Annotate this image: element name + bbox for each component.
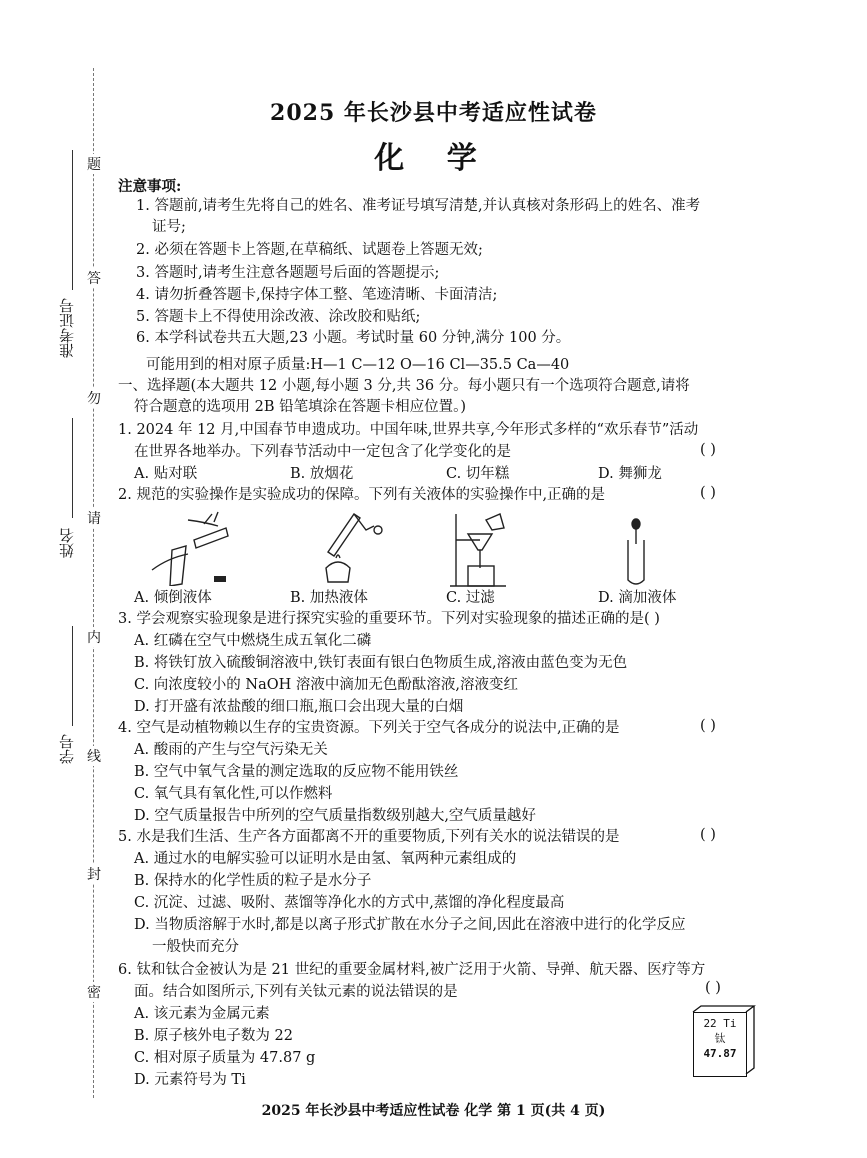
answer-paren: ( ) xyxy=(705,980,721,996)
binding-char: 线 xyxy=(86,746,102,766)
pouring-liquid-illustration xyxy=(148,510,240,586)
notice-item: 3. 答题时,请考生注意各题题号后面的答题提示; xyxy=(136,265,440,281)
q6-stem-cont: 面。结合如图所示,下列有关钛元素的说法错误的是 xyxy=(134,984,458,1000)
subject-title: 化 学 xyxy=(374,141,493,176)
stopper-icon xyxy=(214,576,226,582)
element-name: 钛 xyxy=(714,1032,726,1045)
notice-item: 6. 本学科试卷共五大题,23 小题。考试时量 60 分钟,满分 100 分。 xyxy=(136,330,571,346)
exam-title: 2025 年长沙县中考适应性试卷 xyxy=(270,100,597,126)
filtration-illustration xyxy=(446,510,516,588)
q3-option-b: B. 将铁钉放入硫酸铜溶液中,铁钉表面有银白色物质生成,溶液由蓝色变为无色 xyxy=(134,655,628,671)
q4-option-d: D. 空气质量报告中所列的空气质量指数级别越大,空气质量越好 xyxy=(134,808,536,824)
q5-option-a: A. 通过水的电解实验可以证明水是由氢、氧两种元素组成的 xyxy=(134,851,517,867)
notice-item: 证号; xyxy=(152,219,186,235)
element-card-titanium xyxy=(693,1012,747,1077)
notice-heading: 注意事项: xyxy=(118,178,182,195)
element-number-symbol: 22 Ti xyxy=(703,1017,737,1030)
answer-paren: ( ) xyxy=(700,442,716,458)
q1-option-b: B. 放烟花 xyxy=(290,466,354,482)
q2-option-d: D. 滴加液体 xyxy=(598,590,677,606)
q6-option-c: C. 相对原子质量为 47.87 g xyxy=(134,1050,316,1066)
q2-option-c: C. 过滤 xyxy=(446,590,495,606)
q3-option-a: A. 红磷在空气中燃烧生成五氧化二磷 xyxy=(134,633,372,649)
q2-option-a: A. 倾倒液体 xyxy=(134,590,212,606)
page-footer: 2025 年长沙县中考适应性试卷 化学 第 1 页(共 4 页) xyxy=(261,1103,606,1119)
q3-stem: 3. 学会观察实验现象是进行探究实验的重要环节。下列对实验现象的描述正确的是( ) xyxy=(118,611,660,627)
q1-option-c: C. 切年糕 xyxy=(446,466,510,482)
heating-liquid-illustration xyxy=(314,508,398,588)
binding-char: 请 xyxy=(86,508,102,528)
q4-option-b: B. 空气中氧气含量的测定选取的反应物不能用铁丝 xyxy=(134,764,459,780)
name-blank[interactable] xyxy=(72,418,73,518)
binding-dashed-line xyxy=(93,68,94,1098)
notice-item: 1. 答题前,请考生先将自己的姓名、准考证号填写清楚,并认真核对条形码上的姓名、准考 xyxy=(136,198,701,214)
notice-item: 2. 必须在答题卡上答题,在草稿纸、试题卷上答题无效; xyxy=(136,242,483,258)
answer-paren: ( ) xyxy=(700,485,716,501)
answer-paren: ( ) xyxy=(700,718,716,734)
q6-option-d: D. 元素符号为 Ti xyxy=(134,1072,246,1088)
q3-option-d: D. 打开盛有浓盐酸的细口瓶,瓶口会出现大量的白烟 xyxy=(134,699,464,715)
section-heading-cont: 符合题意的选项用 2B 铅笔填涂在答题卡相应位置。) xyxy=(134,399,467,415)
q6-stem: 6. 钛和钛合金被认为是 21 世纪的重要金属材料,被广泛用于火箭、导弹、航天器、医疗等方 xyxy=(118,962,706,978)
q3-option-c: C. 向浓度较小的 NaOH 溶液中滴加无色酚酞溶液,溶液变红 xyxy=(134,677,518,693)
q1-option-d: D. 舞狮龙 xyxy=(598,466,662,482)
q5-option-d: D. 当物质溶解于水时,都是以离子形式扩散在水分子之间,因此在溶液中进行的化学反应 xyxy=(134,917,686,933)
q6-option-a: A. 该元素为金属元素 xyxy=(134,1006,270,1022)
q1-stem: 1. 2024 年 12 月,中国春节申遗成功。中国年味,世界共享,今年形式多样的“欢乐春节”活动 xyxy=(118,422,699,438)
q5-option-b: B. 保持水的化学性质的粒子是水分子 xyxy=(134,873,372,889)
atomic-mass-line: 可能用到的相对原子质量:H—1 C—12 O—16 Cl—35.5 Ca—40 xyxy=(146,357,570,373)
q6-option-b: B. 原子核外电子数为 22 xyxy=(134,1028,293,1044)
dropping-liquid-illustration xyxy=(618,518,654,588)
notice-item: 5. 答题卡上不得使用涂改液、涂改胶和贴纸; xyxy=(136,309,421,325)
name-label: 姓名 xyxy=(58,528,76,558)
student-number-blank[interactable] xyxy=(72,626,73,726)
binding-char: 封 xyxy=(86,864,102,884)
notice-item: 4. 请勿折叠答题卡,保持字体工整、笔迹清晰、卡面清洁; xyxy=(136,287,498,303)
binding-char: 题 xyxy=(86,154,102,174)
q5-option-c: C. 沉淀、过滤、吸附、蒸馏等净化水的方式中,蒸馏的净化程度最高 xyxy=(134,895,565,911)
section-heading: 一、选择题(本大题共 12 小题,每小题 3 分,共 36 分。每小题只有一个选项符合题意,请将 xyxy=(118,378,690,394)
element-mass: 47.87 xyxy=(703,1047,737,1060)
q1-stem-cont: 在世界各地举办。下列春节活动中一定包含了化学变化的是 xyxy=(134,444,511,460)
q1-option-a: A. 贴对联 xyxy=(134,466,198,482)
q5-option-d-cont: 一般快而充分 xyxy=(152,939,239,955)
answer-paren: ( ) xyxy=(700,827,716,843)
binding-char: 答 xyxy=(86,268,102,288)
exam-number-label: 准考证号 xyxy=(58,298,76,358)
q2-stem: 2. 规范的实验操作是实验成功的保障。下列有关液体的实验操作中,正确的是 xyxy=(118,487,606,503)
binding-char: 密 xyxy=(86,982,102,1002)
q4-option-a: A. 酸雨的产生与空气污染无关 xyxy=(134,742,328,758)
q5-stem: 5. 水是我们生活、生产各方面都离不开的重要物质,下列有关水的说法错误的是 xyxy=(118,829,620,845)
student-number-label: 学号 xyxy=(58,734,76,764)
binding-char: 内 xyxy=(86,627,102,647)
q4-option-c: C. 氧气具有氧化性,可以作燃料 xyxy=(134,786,333,802)
q4-stem: 4. 空气是动植物赖以生存的宝贵资源。下列关于空气各成分的说法中,正确的是 xyxy=(118,720,620,736)
q2-option-b: B. 加热液体 xyxy=(290,590,368,606)
binding-char: 勿 xyxy=(86,388,102,408)
